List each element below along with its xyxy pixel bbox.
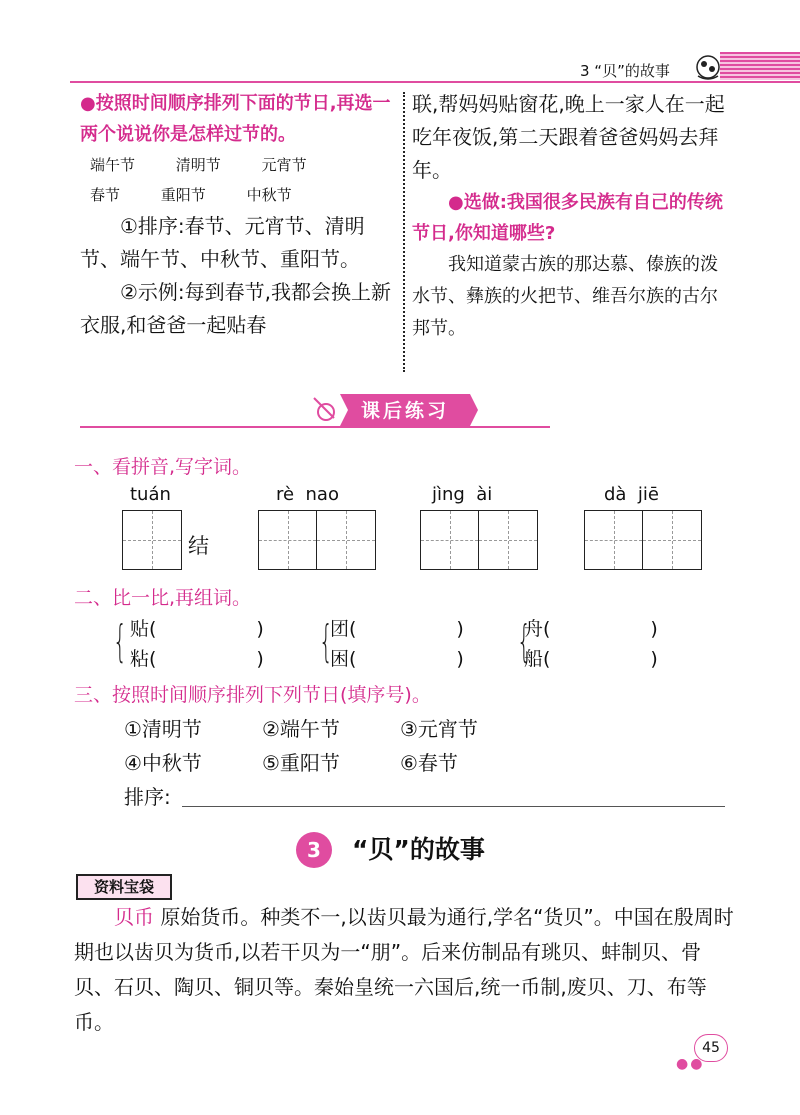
compare-word-bottom: 困( (330, 648, 357, 670)
festival-item: 清明节 (175, 156, 221, 174)
pinyin-jingai: jìng ài (432, 484, 493, 505)
question-festivals: ●按照时间顺序排列下面的节日,再选一两个说说你是怎样过节的。 (80, 93, 391, 145)
paren-close: ) (650, 648, 658, 670)
answer-continuation: 联,帮妈妈贴窗花,晚上一家人在一起吃年夜饭,第二天跟着爸爸妈妈去拜年。 (412, 92, 725, 182)
info-text: 原始货币。种类不一,以齿贝最为通行,学名“货贝”。中国在殷周时期也以齿贝为货币,以若干贝为一“朋”。后来仿制品有珧贝、蚌制贝、骨贝、石贝、陶贝、铜贝等。秦始皇统一六国后,统一币制,废贝、刀、布等币。 (74, 905, 734, 1034)
brace: { (517, 616, 531, 667)
answer-example: ②示例:每到春节,我都会换上新衣服,和爸爸一起贴春 (80, 280, 392, 337)
compare-word-top: 贴( (130, 618, 157, 640)
festival-row-1 (80, 150, 400, 180)
banner-rule (80, 426, 550, 428)
brace: { (319, 616, 333, 667)
festival-item: 元宵节 (261, 156, 307, 174)
festival-option: ②端午节 (262, 717, 340, 741)
brace: { (113, 616, 127, 667)
festival-option: ④中秋节 (124, 751, 202, 775)
column-divider (403, 92, 405, 372)
writing-grid[interactable] (420, 510, 538, 570)
optional-question: ●选做:我国很多民族有自己的传统节日,你知道哪些? (412, 192, 723, 244)
compare-pair-1 (130, 614, 264, 674)
compare-word-top: 舟( (524, 618, 551, 640)
writing-grid[interactable] (122, 510, 182, 570)
lesson-title: “贝”的故事 (352, 835, 485, 864)
optional-answer: 我知道蒙古族的那达慕、傣族的泼水节、彝族的火把节、维吾尔族的古尔邦节。 (412, 254, 718, 339)
section3-heading: 三、按照时间顺序排列下列节日(填序号)。 (74, 684, 431, 706)
paren-close: ) (456, 648, 464, 670)
info-tag: 资料宝袋 (76, 874, 172, 900)
compare-pair-2 (330, 614, 464, 674)
pinyin-tuan: tuán (130, 484, 171, 505)
answer-order: ①排序:春节、元宵节、清明节、端午节、中秋节、重阳节。 (80, 214, 365, 271)
festival-option: ③元宵节 (400, 717, 478, 741)
page-number: 45 (694, 1034, 728, 1062)
festival-option: ⑥春节 (400, 751, 458, 775)
right-column (412, 88, 727, 345)
section1-heading: 一、看拼音,写字词。 (74, 456, 252, 478)
compare-word-top: 团( (330, 618, 357, 640)
festival-item: 春节 (90, 186, 121, 204)
paren-close: ) (256, 618, 264, 640)
section2-heading: 二、比一比,再组词。 (74, 587, 252, 609)
writing-grid[interactable] (584, 510, 702, 570)
festival-item: 端午节 (90, 156, 136, 174)
grid-suffix-char: 结 (188, 534, 209, 558)
exercise-banner: 课后练习 (360, 400, 449, 422)
running-header: 3 “贝”的故事 (580, 62, 670, 80)
paren-close: ) (650, 618, 658, 640)
info-paragraph (74, 900, 734, 1040)
festival-option: ①清明节 (124, 717, 202, 741)
writing-grid[interactable] (258, 510, 376, 570)
order-answer-line[interactable] (182, 806, 725, 807)
festival-item: 重阳节 (160, 186, 206, 204)
compare-word-bottom: 船( (524, 648, 551, 670)
festival-item: 中秋节 (246, 186, 292, 204)
left-column (80, 88, 400, 342)
festival-row-2 (80, 180, 400, 210)
header-band (720, 52, 800, 80)
pinyin-dajie: dà jiē (604, 484, 659, 505)
page-number-deco: ●● (676, 1056, 705, 1072)
lesson-number-badge: 3 (296, 832, 332, 868)
paren-close: ) (256, 648, 264, 670)
compare-word-bottom: 粘( (130, 648, 157, 670)
top-rule (70, 81, 800, 83)
festival-option: ⑤重阳节 (262, 751, 340, 775)
compare-pair-3 (524, 614, 658, 674)
order-label: 排序: (124, 785, 171, 809)
pinyin-renao: rè nao (276, 484, 339, 505)
info-term: 贝币 (114, 905, 154, 929)
paren-close: ) (456, 618, 464, 640)
